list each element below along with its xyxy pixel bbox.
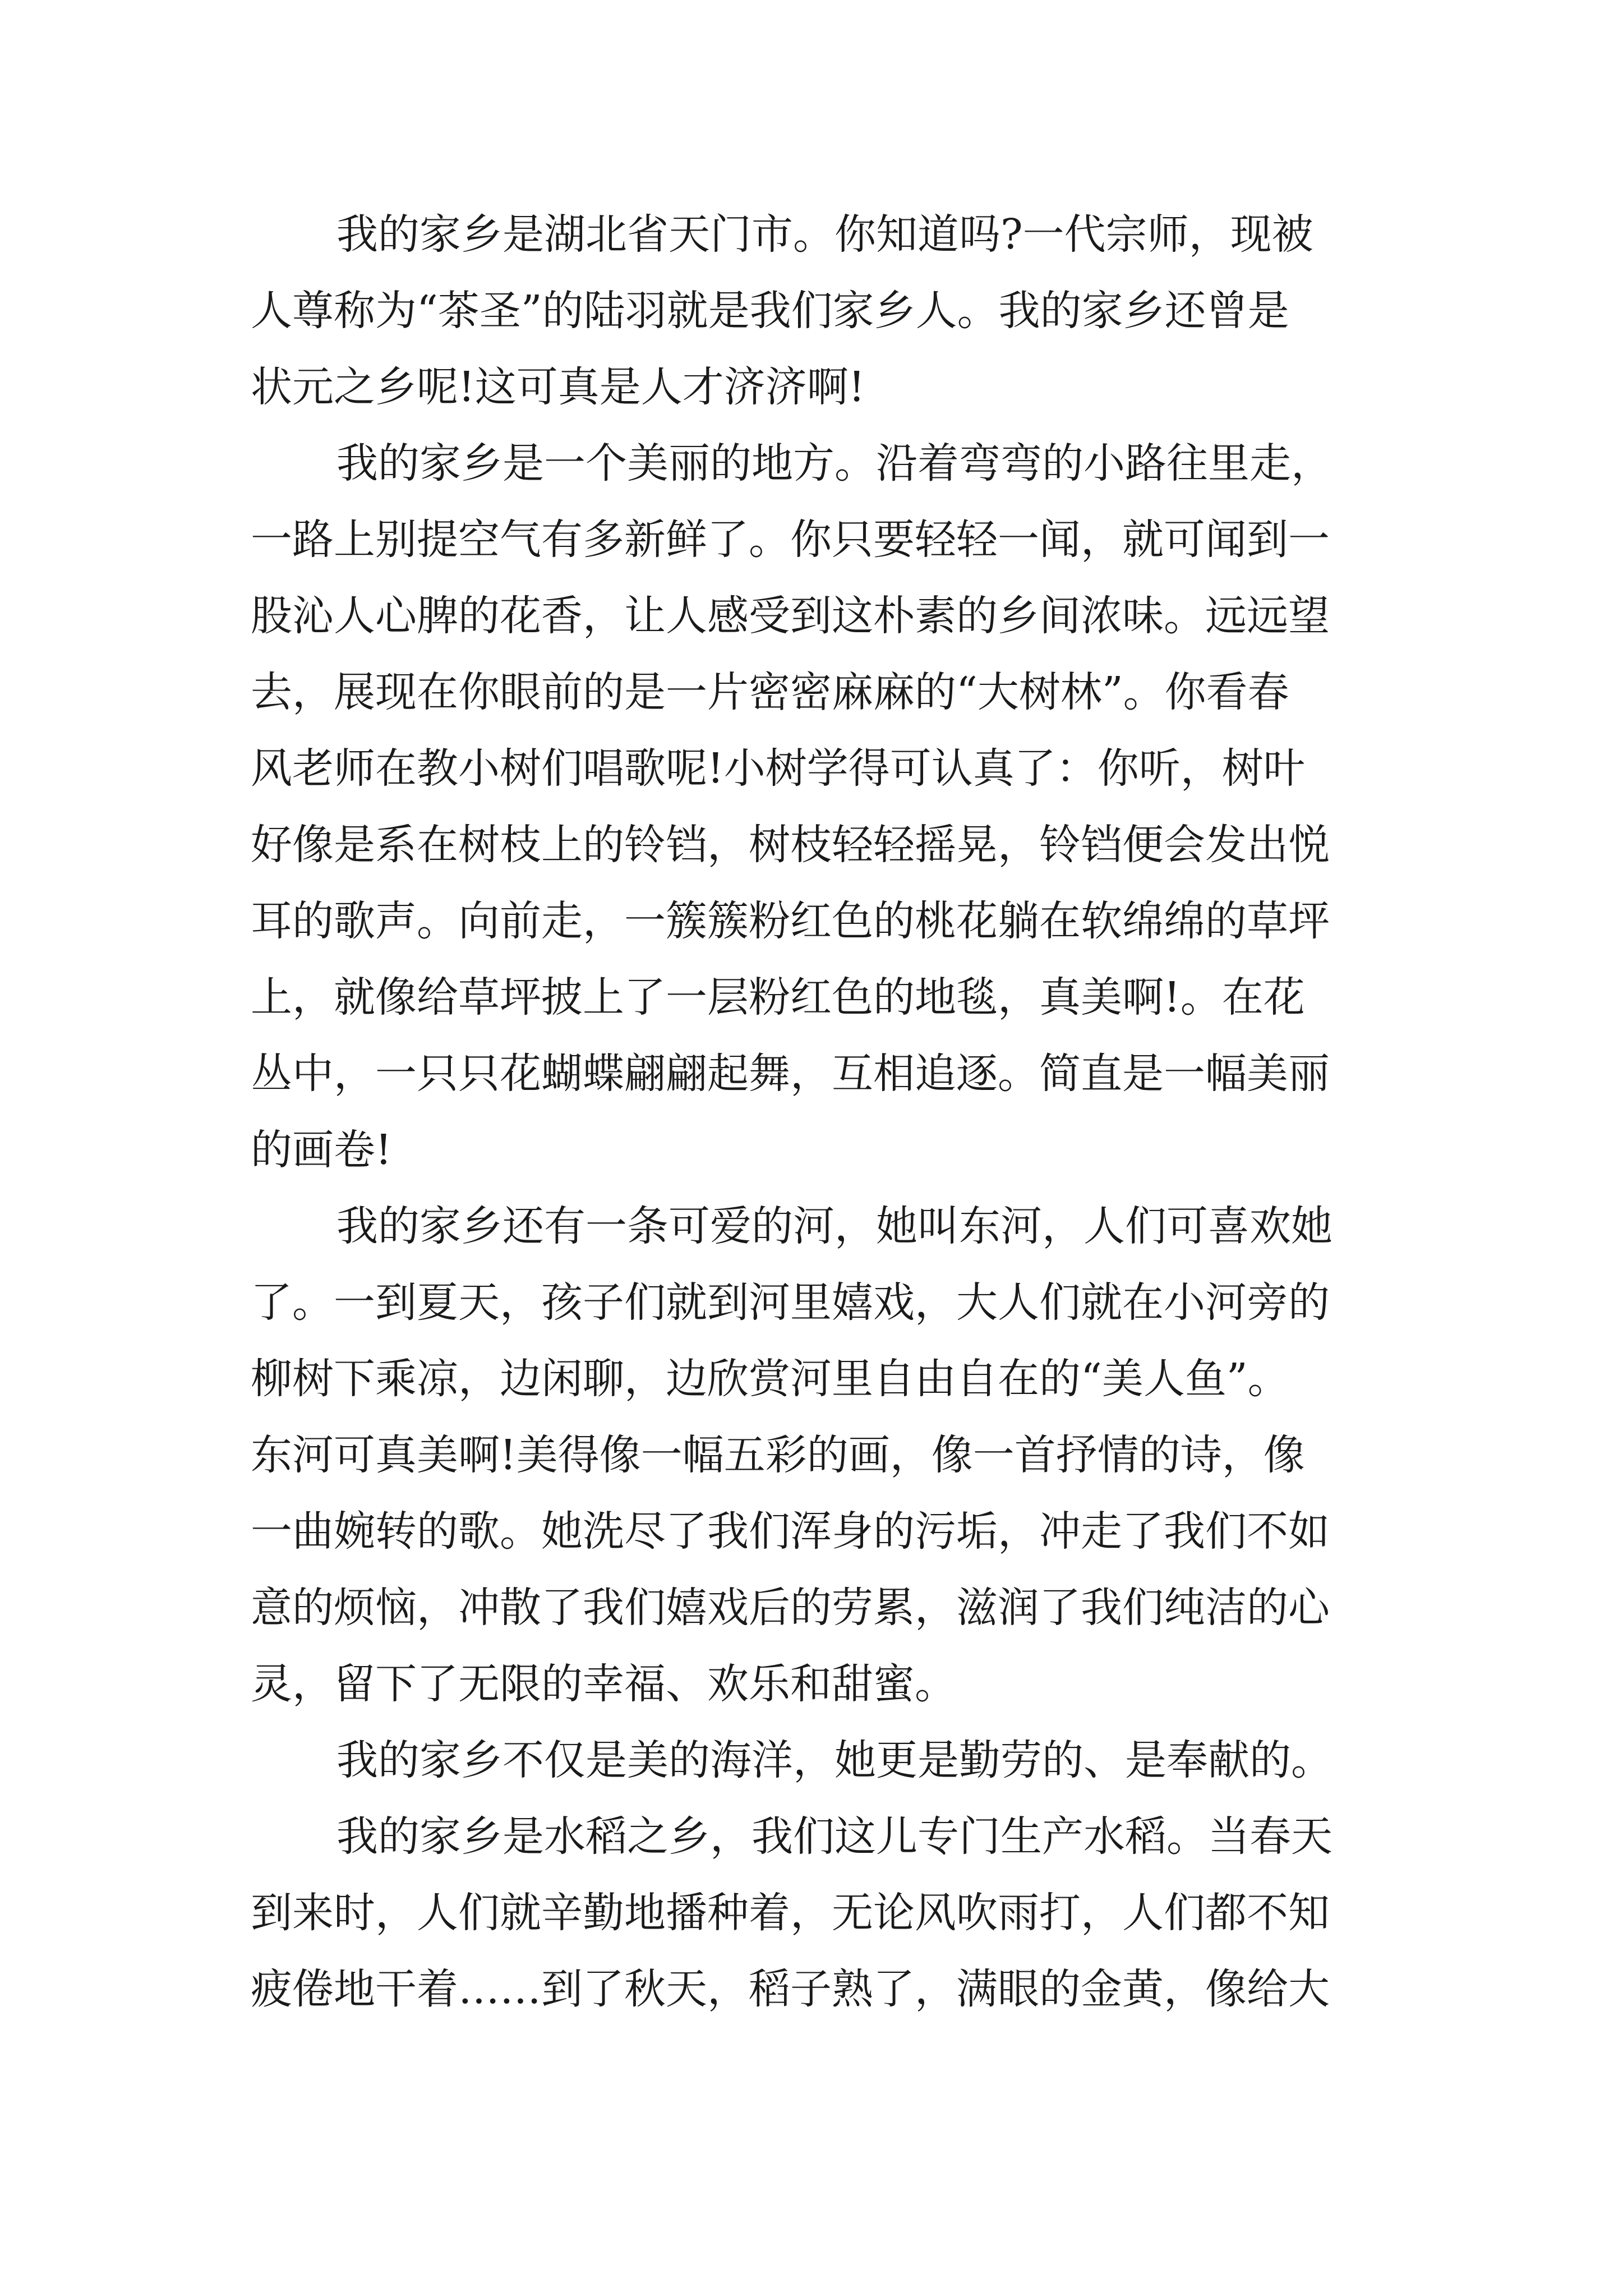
paragraph-2-line-7: 耳的歌声。向前走，一簇簇粉红色的桃花躺在软绵绵的草坪 bbox=[251, 897, 1330, 945]
paragraph-2-line-3: 股沁人心脾的花香，让人感受到这朴素的乡间浓味。远远望 bbox=[251, 592, 1330, 640]
paragraph-2-line-10: 的画卷! bbox=[251, 1126, 392, 1174]
paragraph-5-line-3: 疲倦地干着……到了秋天，稻子熟了，满眼的金黄，像给大 bbox=[251, 1965, 1330, 2013]
paragraph-3-line-3: 柳树下乘凉，边闲聊，边欣赏河里自由自在的“美人鱼”。 bbox=[251, 1355, 1289, 1403]
paragraph-3-line-7: 灵，留下了无限的幸福、欢乐和甜蜜。 bbox=[251, 1660, 956, 1708]
paragraph-1-line-3: 状元之乡呢!这可真是人才济济啊! bbox=[251, 363, 865, 411]
paragraph-5-line-2: 到来时，人们就辛勤地播种着，无论风吹雨打，人们都不知 bbox=[251, 1889, 1330, 1937]
paragraph-1-line-2: 人尊称为“茶圣”的陆羽就是我们家乡人。我的家乡还曾是 bbox=[251, 287, 1289, 335]
paragraph-2-line-8: 上，就像给草坪披上了一层粉红色的地毯，真美啊!。在花 bbox=[251, 973, 1305, 1022]
paragraph-3-line-6: 意的烦恼，冲散了我们嬉戏后的劳累，滋润了我们纯洁的心 bbox=[251, 1584, 1330, 1632]
paragraph-3-line-5: 一曲婉转的歌。她洗尽了我们浑身的污垢，冲走了我们不如 bbox=[251, 1507, 1330, 1556]
paragraph-2-line-6: 好像是系在树枝上的铃铛，树枝轻轻摇晃，铃铛便会发出悦 bbox=[251, 821, 1330, 869]
paragraph-5-line-1: 我的家乡是水稻之乡，我们这儿专门生产水稻。当春天 bbox=[336, 1812, 1332, 1861]
paragraph-2-line-2: 一路上别提空气有多新鲜了。你只要轻轻一闻，就可闻到一 bbox=[251, 516, 1330, 564]
paragraph-2-line-1: 我的家乡是一个美丽的地方。沿着弯弯的小路往里走， bbox=[336, 439, 1332, 487]
paragraph-2-line-9: 丛中，一只只花蝴蝶翩翩起舞，互相追逐。简直是一幅美丽 bbox=[251, 1050, 1330, 1098]
paragraph-3-line-1: 我的家乡还有一条可爱的河，她叫东河，人们可喜欢她 bbox=[336, 1202, 1332, 1250]
paragraph-3-line-2: 了。一到夏天，孩子们就到河里嬉戏，大人们就在小河旁的 bbox=[251, 1278, 1330, 1327]
paragraph-1-line-1: 我的家乡是湖北省天门市。你知道吗?一代宗师，现被 bbox=[336, 210, 1313, 259]
paragraph-2-line-5: 风老师在教小树们唱歌呢!小树学得可认真了：你听，树叶 bbox=[251, 744, 1305, 793]
paragraph-3-line-4: 东河可真美啊!美得像一幅五彩的画，像一首抒情的诗，像 bbox=[251, 1431, 1305, 1479]
paragraph-4-line-1: 我的家乡不仅是美的海洋，她更是勤劳的、是奉献的。 bbox=[336, 1736, 1332, 1784]
paragraph-2-line-4: 去，展现在你眼前的是一片密密麻麻的“大树林”。你看春 bbox=[251, 668, 1289, 716]
